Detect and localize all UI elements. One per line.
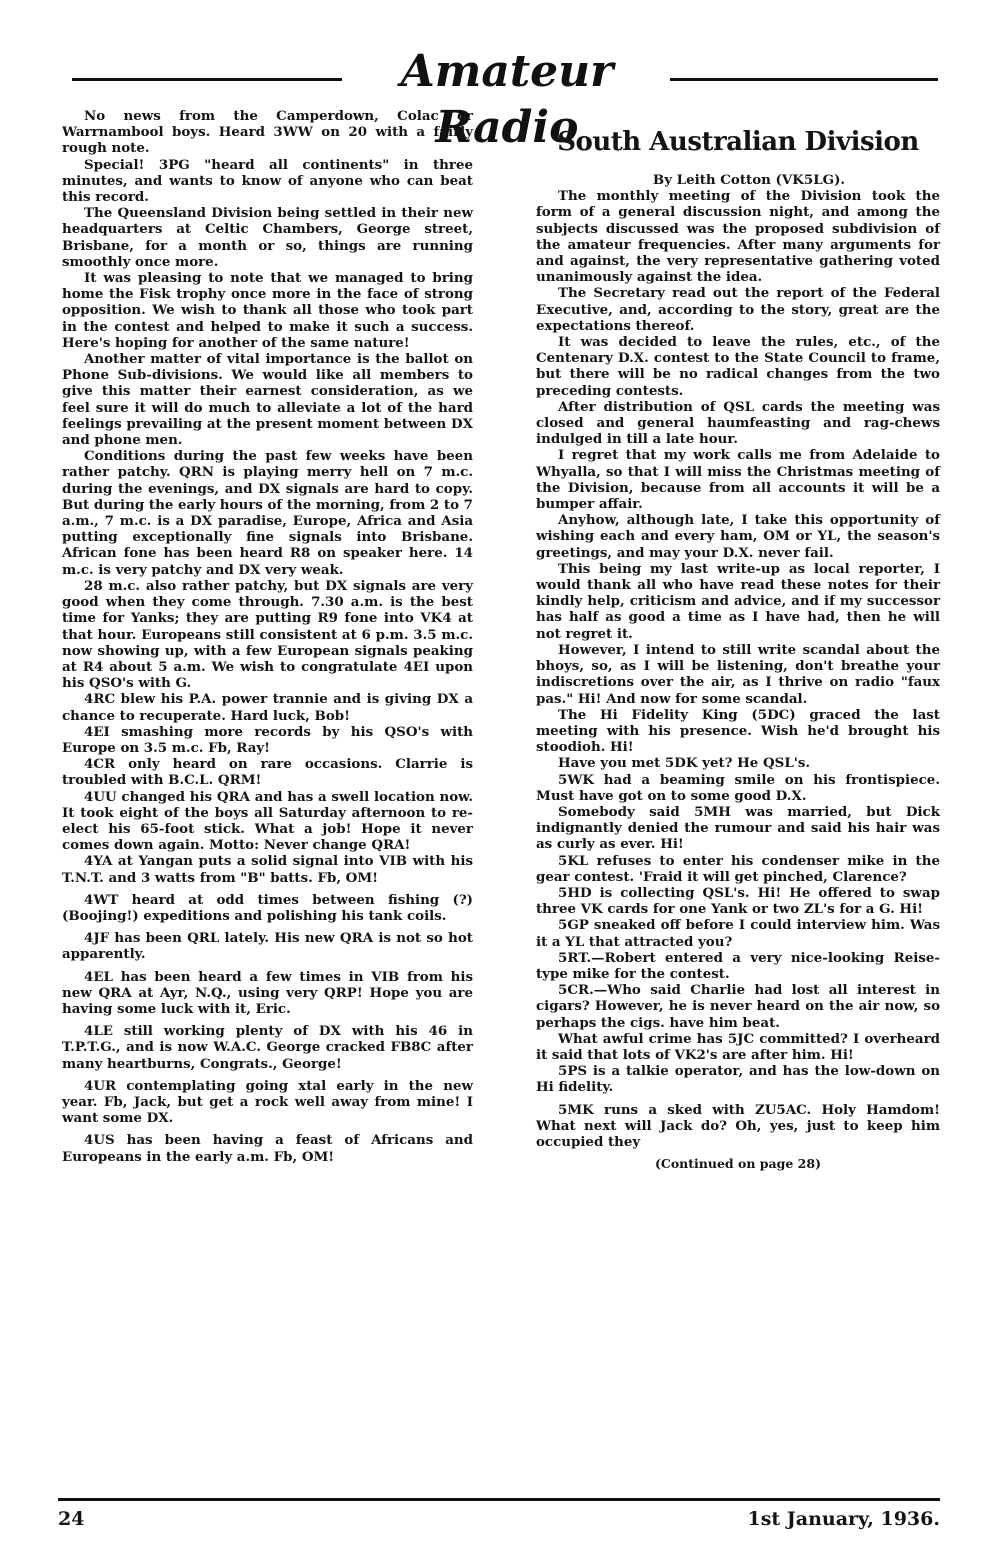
left-paragraph: 4UU changed his QRA and has a swell location now. It took eight of the boys all Saturday afternoon to re-elect his 65-foot stick. What a job! Hope it never comes down again. Motto: Never change QRA! bbox=[62, 788, 473, 854]
left-paragraph: No news from the Camperdown, Colac or Warrnambool boys. Heard 3WW on 20 with a fairly rough note. bbox=[62, 108, 473, 157]
right-paragraph: However, I intend to still write scandal about the bhoys, so, as I will be listening, don't breathe your indiscretions over the air, as I thrive on radio "faux pas." Hi! And now for some scandal. bbox=[536, 641, 940, 707]
left-paragraph: The Queensland Division being settled in their new headquarters at Celtic Chambers, George street, Brisbane, for a month or so, things are running smoothly once more. bbox=[62, 205, 473, 270]
left-paragraph: 4WT heard at odd times between fishing (?) (Boojing!) expeditions and polishing his tank coils. bbox=[62, 891, 473, 924]
right-paragraph: 5MK runs a sked with ZU5AC. Holy Hamdom! What next will Jack do? Oh, yes, just to keep him occupied they bbox=[536, 1101, 940, 1150]
right-paragraph: 5KL refuses to enter his condenser mike in the gear contest. 'Fraid it will get pinched, Clarence? bbox=[536, 852, 940, 885]
left-paragraph: 4JF has been QRL lately. His new QRA is not so hot apparently. bbox=[62, 930, 473, 963]
left-paragraph: It was pleasing to note that we managed to bring home the Fisk trophy once more in the face of strong opposition. We wish to thank all those who took part in the contest and helped to make it such a success. Here's hoping for another of the same nature! bbox=[62, 270, 473, 351]
right-column bbox=[536, 108, 940, 1172]
left-column bbox=[62, 108, 473, 1165]
right-paragraph: Somebody said 5MH was married, but Dick indignantly denied the rumour and said his hair was as curly as ever. Hi! bbox=[536, 803, 940, 853]
page-footer bbox=[58, 1498, 940, 1538]
left-paragraph: Conditions during the past few weeks have been rather patchy. QRN is playing merry hell on 7 m.c. during the evenings, and DX signals are hard to copy. But during the early hours of the morning, from 2 to 7 a.m., 7 m.c. is a DX paradise, Europe, Africa and Asia putting exceptionally fine signals into Brisbane. African fone has been heard R8 on speaker here. 14 m.c. is very patchy and DX very weak. bbox=[62, 448, 473, 578]
left-paragraph: 4UR contemplating going xtal early in the new year. Fb, Jack, but get a rock well away from mine! I want some DX. bbox=[62, 1077, 473, 1127]
left-paragraph: 4EL has been heard a few times in VIB from his new QRA at Ayr, N.Q., using very QRP! Hope you are having some luck with it, Eric. bbox=[62, 968, 473, 1017]
footer-rule bbox=[58, 1498, 940, 1501]
left-paragraph: 4EI smashing more records by his QSO's with Europe on 3.5 m.c. Fb, Ray! bbox=[62, 723, 473, 756]
issue-date: 1st January, 1936. bbox=[747, 1508, 940, 1530]
page-number: 24 bbox=[58, 1508, 85, 1530]
right-paragraph: Anyhow, although late, I take this opportunity of wishing each and every ham, OM or YL, the season's greetings, and may your D.X. never fail. bbox=[536, 512, 940, 561]
masthead-title: Amateur Radio bbox=[400, 46, 614, 153]
left-paragraph: 28 m.c. also rather patchy, but DX signals are very good when they come through. 7.30 a.m. is the best time for Yanks; they are putting R9 fone into VK4 at that hour. Europeans still consistent at 6 p.m. 3.5 m.c. now showing up, with a few European signals peaking at R4 about 5 a.m. We wish to congratulate 4EI upon his QSO's with G. bbox=[62, 577, 473, 692]
right-paragraph: The Hi Fidelity King (5DC) graced the last meeting with his presence. Wish he'd brought his stoodioh. Hi! bbox=[536, 706, 940, 756]
right-paragraph: Have you met 5DK yet? He QSL's. bbox=[558, 755, 811, 772]
left-paragraph: Special! 3PG "heard all continents" in three minutes, and wants to know of anyone who can beat this record. bbox=[62, 156, 473, 206]
left-paragraph: 4RC blew his P.A. power trannie and is giving DX a chance to recuperate. Hard luck, Bob! bbox=[62, 691, 473, 724]
right-paragraph: After distribution of QSL cards the meeting was closed and general haumfeasting and rag-chews indulged in till a late hour. bbox=[536, 398, 940, 448]
masthead-rule-left bbox=[72, 78, 342, 81]
masthead-rule-right bbox=[670, 78, 938, 81]
right-paragraph: 5GP sneaked off before I could interview him. Was it a YL that attracted you? bbox=[536, 917, 940, 950]
right-paragraph: It was decided to leave the rules, etc., of the Centenary D.X. contest to the State Council to frame, but there will be no radical changes from the two preceding contests. bbox=[536, 334, 940, 399]
right-paragraph: 5RT.—Robert entered a very nice-looking Reise-type mike for the contest. bbox=[536, 949, 940, 982]
left-paragraph: 4LE still working plenty of DX with his 46 in T.P.T.G., and is now W.A.C. George cracked FB8C after many heartburns, Congrats., George! bbox=[62, 1023, 473, 1072]
right-paragraph: 5PS is a talkie operator, and has the low-down on Hi fidelity. bbox=[536, 1063, 940, 1096]
left-paragraph: 4US has been having a feast of Africans and Europeans in the early a.m. Fb, OM! bbox=[62, 1132, 473, 1165]
right-paragraph: This being my last write-up as local reporter, I would thank all who have read these notes for their kindly help, criticism and advice, and if my successor has half as good a time as I have had, then he will not regret it. bbox=[536, 560, 940, 642]
right-paragraph: The monthly meeting of the Division took the form of a general discussion night, and among the subjects discussed was the proposed subdivision of the amateur frequencies. After many arguments for and against, the very representative gathering voted unanimously against the idea. bbox=[536, 188, 940, 286]
left-paragraph: 4YA at Yangan puts a solid signal into VIB with his T.N.T. and 3 watts from "B" batts. Fb, OM! bbox=[62, 853, 473, 886]
right-paragraph: 5WK had a beaming smile on his frontispiece. Must have got on to some good D.X. bbox=[536, 771, 940, 804]
right-paragraph: What awful crime has 5JC committed? I overheard it said that lots of VK2's are after him. Hi! bbox=[536, 1030, 940, 1063]
left-paragraph: 4CR only heard on rare occasions. Clarrie is troubled with B.C.L. QRM! bbox=[62, 756, 473, 789]
right-paragraph: The Secretary read out the report of the Federal Executive, and, according to the story, great are the expectations thereof. bbox=[536, 285, 940, 334]
byline: By Leith Cotton (VK5LG). bbox=[652, 172, 846, 188]
left-paragraph: Another matter of vital importance is the ballot on Phone Sub-divisions. We would like all members to give this matter their earnest consideration, as we feel sure it will do much to alleviate a lot of the hard feelings prevailing at the present moment between DX and phone men. bbox=[62, 351, 473, 449]
right-paragraph: I regret that my work calls me from Adelaide to Whyalla, so that I will miss the Christmas meeting of the Division, because from all accounts it will be a bumper affair. bbox=[536, 447, 940, 513]
section-heading: South Australian Division bbox=[557, 127, 919, 157]
right-paragraph: 5HD is collecting QSL's. Hi! He offered to swap three VK cards for one Yank or two ZL's for a G. Hi! bbox=[536, 884, 940, 918]
right-paragraph: 5CR.—Who said Charlie had lost all interest in cigars? However, he is never heard on the air now, so perhaps the cigs. have him beat. bbox=[536, 982, 940, 1031]
continued-note: (Continued on page 28) bbox=[654, 1156, 821, 1172]
